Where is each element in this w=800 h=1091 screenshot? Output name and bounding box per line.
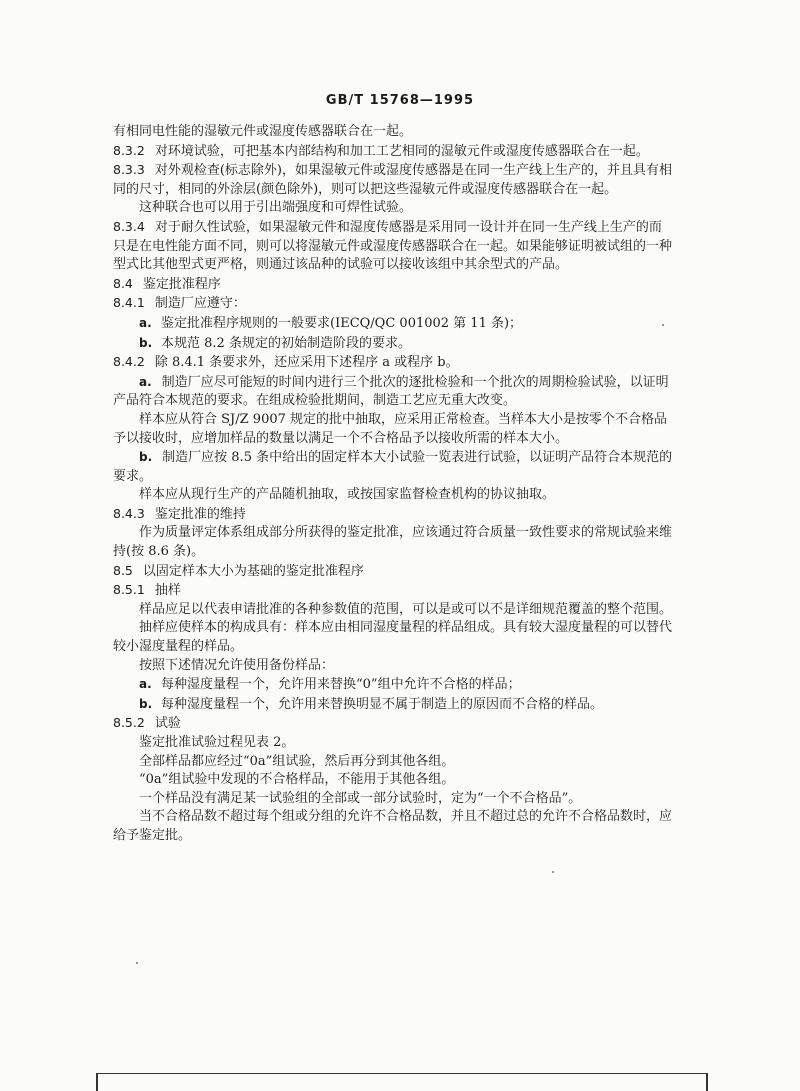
- paragraph: [113, 601, 673, 620]
- paragraph-text: 以固定样本大小为基础的鉴定批准程序: [142, 563, 364, 579]
- paragraph: [113, 353, 673, 373]
- paragraph: [113, 161, 673, 199]
- scan-speck: [662, 324, 664, 326]
- paragraph: [113, 448, 673, 486]
- clause-number: 8.4.2: [113, 354, 145, 370]
- paragraph-text: 有相同电性能的湿敏元件或湿度传感器联合在一起。: [113, 124, 413, 139]
- paragraph: [113, 218, 673, 275]
- paragraph: [113, 524, 673, 561]
- paragraph-text: 对环境试验，可把基本内部结构和加工工艺相同的湿敏元件或湿度传感器联合在一起。: [154, 143, 649, 159]
- clause-number: 8.3.4: [113, 218, 145, 234]
- paragraph: [113, 562, 673, 582]
- paragraph: [113, 334, 673, 354]
- paragraph-text: 抽样应使样本的构成具有：样本应由相同湿度量程的样品组成。具有较大湿度量程的可以替代较小湿度量程的样品。: [113, 620, 673, 655]
- paragraph-text: 鉴定批准试验过程见表 2。: [139, 735, 295, 750]
- clause-number: 8.3.2: [113, 142, 145, 158]
- paragraph-text: 样本应从现行生产的产品随机抽取，或按国家监督检查机构的协议抽取。: [139, 487, 556, 503]
- list-marker: a.: [139, 315, 152, 330]
- clause-number: 8.5.2: [113, 715, 145, 731]
- paragraph-text: 当不合格品数不超过每个组或分组的允许不合格品数，并且不超过总的允许不合格品数时，应给予鉴定批。: [113, 809, 673, 843]
- paragraph: [113, 619, 673, 656]
- list-marker: b.: [139, 450, 153, 465]
- bottom-rule: [96, 1073, 708, 1074]
- list-marker: a.: [139, 374, 152, 389]
- paragraph: [113, 199, 673, 218]
- list-marker: b.: [139, 335, 153, 350]
- clause-number: 8.5: [113, 562, 133, 578]
- paragraph: [113, 142, 673, 162]
- list-marker: a.: [139, 677, 152, 692]
- paragraph: [113, 753, 673, 772]
- rule-tick: [706, 1073, 708, 1091]
- paragraph: [113, 486, 673, 505]
- paragraph: [113, 808, 673, 845]
- paragraph: [113, 790, 673, 809]
- paragraph: [113, 294, 673, 314]
- paragraph: [113, 695, 673, 715]
- paragraph: [113, 505, 673, 525]
- list-marker: b.: [139, 696, 153, 711]
- paragraph: [113, 275, 673, 295]
- paragraph: [113, 581, 673, 601]
- paragraph-text: 抽样: [154, 583, 181, 599]
- paragraph-text: 按照下述情况允许使用备份样品：: [139, 657, 335, 673]
- paragraph-text: 制造厂应按 8.5 条中给出的固定样本大小试验一览表进行试验，以证明产品符合本规范的要求。: [113, 450, 673, 484]
- paragraph-text: 全部样品都应经过“0a”组试验，然后再分到其他各组。: [139, 753, 455, 769]
- clause-number: 8.4.3: [113, 505, 145, 521]
- paragraph: [113, 373, 673, 411]
- clause-number: 8.4: [113, 275, 133, 291]
- paragraph: [113, 734, 673, 753]
- scan-speck: [552, 871, 554, 873]
- paragraph: [113, 714, 673, 734]
- document-body: [113, 123, 673, 846]
- page-header: GB/T 15768—1995: [325, 93, 475, 108]
- paragraph: [113, 657, 673, 676]
- paragraph-text: 一个样品没有满足某一试验组的全部或一部分试验时，定为“一个不合格品”。: [139, 790, 582, 806]
- paragraph-text: 这种联合也可以用于引出端强度和可焊性试验。: [139, 200, 413, 216]
- scan-speck: [136, 962, 138, 964]
- paragraph: [113, 771, 673, 790]
- paragraph-text: 制造厂应遵守：: [154, 296, 246, 312]
- paragraph-text: 本规范 8.2 条规定的初始制造阶段的要求。: [161, 335, 411, 351]
- paragraph-text: 制造厂应尽可能短的时间内进行三个批次的逐批检验和一个批次的周期检验试验，以证明产品符合本规范的要求。在组成检验批期间，制造工艺应无重大改变。: [113, 374, 669, 409]
- paragraph-text: 样品应足以代表申请批准的各种参数值的范围，可以是或可以不是详细规范覆盖的整个范围。: [139, 601, 673, 617]
- paragraph-text: 每种湿度量程一个，允许用来替换明显不属于制造上的原因而不合格的样品。: [161, 696, 604, 712]
- rule-tick: [96, 1073, 98, 1091]
- paragraph-text: 除 8.4.1 条要求外，还应采用下述程序 a 或程序 b。: [154, 355, 459, 371]
- paragraph: [113, 675, 673, 695]
- paragraph-text: “0a”组试验中发现的不合格样品，不能用于其他各组。: [139, 772, 455, 788]
- paragraph-text: 对于耐久性试验，如果湿敏元件和湿度传感器是采用同一设计并在同一生产线上生产的而只是在电性能方面不同，则可以将湿敏元件或湿度传感器联合在一起。如果能够证明被试组的一种型式比其他型式更严格，则通过该品种的试验可以接收该组中其余型式的产品。: [113, 219, 673, 273]
- paragraph-text: 样本应从符合 SJ/Z 9007 规定的批中抽取，应采用正常检查。当样本大小是按零个不合格品予以接收时，应增加样品的数量以满足一个不合格品予以接收所需的样本大小。: [113, 411, 668, 446]
- clause-number: 8.4.1: [113, 295, 145, 311]
- paragraph-text: 对外观检查(标志除外)，如果湿敏元件或湿度传感器是在同一生产线上生产的，并且具有相同的尺寸，相同的外涂层(颜色除外)，则可以把这些湿敏元件或湿度传感器联合在一起。: [113, 163, 672, 197]
- paragraph-text: 试验: [154, 716, 181, 732]
- clause-number: 8.5.1: [113, 582, 145, 598]
- paragraph-text: 鉴定批准程序规则的一般要求(IECQ/QC 001002 第 11 条)；: [161, 315, 523, 331]
- paragraph: [113, 123, 673, 142]
- paragraph-text: 每种湿度量程一个，允许用来替换“0”组中允许不合格的样品；: [161, 677, 521, 693]
- paragraph-text: 鉴定批准程序: [142, 276, 221, 292]
- paragraph-text: 作为质量评定体系组成部分所获得的鉴定批准，应该通过符合质量一致性要求的常规试验来维持(按 8.6 条)。: [113, 525, 673, 560]
- paragraph: [113, 411, 673, 448]
- paragraph: [113, 314, 673, 334]
- clause-number: 8.3.3: [113, 162, 145, 178]
- paragraph-text: 鉴定批准的维持: [154, 506, 246, 522]
